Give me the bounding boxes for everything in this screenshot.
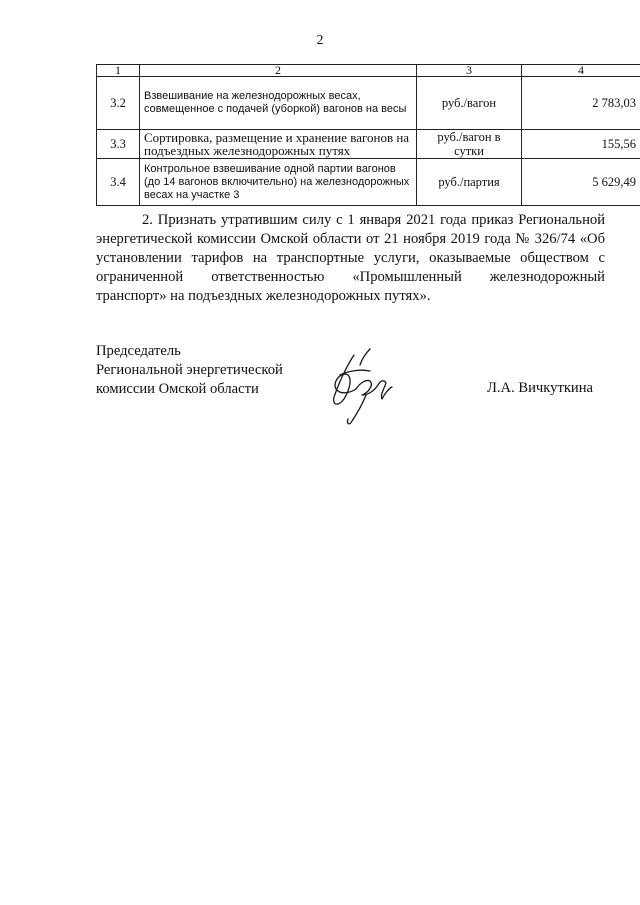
signatory-title-line: Председатель	[96, 343, 181, 359]
signatory-title-line: Региональной энергетической	[96, 362, 283, 378]
signatory-name: Л.А. Вичкуткина	[487, 380, 594, 396]
row-description: Контрольное взвешивание одной партии вагонов (до 14 вагонов включительно) на железнодорожных весах на участке 3	[140, 159, 417, 206]
header-col-4: 4	[522, 65, 640, 77]
tariff-table	[96, 64, 640, 206]
row-unit: руб./вагон	[417, 77, 522, 130]
order-paragraph: 2. Признать утратившим силу с 1 января 2021 года приказ Региональной энергетической комиссии Омской области от 21 ноября 2019 года № 326/74 «Об установлении тарифов на транспортные услуги, оказываемые обществом с ограниченной ответственностью «Промышленный железнодорожный транспорт» на подъездных железнодорожных путях».	[96, 212, 605, 304]
row-unit: руб./вагон в сутки	[417, 130, 522, 159]
header-col-1: 1	[97, 65, 140, 77]
row-description: Сортировка, размещение и хранение вагонов на подъездных железнодорожных путях	[140, 130, 417, 159]
table-row	[97, 77, 640, 130]
handwritten-signature	[326, 345, 402, 427]
row-value: 155,56	[522, 130, 640, 159]
row-value: 2 783,03	[522, 77, 640, 130]
row-number: 3.2	[97, 77, 140, 130]
signatory-title-line: комиссии Омской области	[96, 381, 259, 397]
table-row	[97, 130, 640, 159]
row-number: 3.4	[97, 159, 140, 206]
row-unit: руб./партия	[417, 159, 522, 206]
row-description: Взвешивание на железнодорожных весах, совмещенное с подачей (уборкой) вагонов на весы	[140, 77, 417, 130]
header-col-2: 2	[140, 65, 417, 77]
table-row	[97, 159, 640, 206]
page-number: 2	[316, 33, 324, 48]
signatory-title	[96, 342, 283, 399]
table-header-row	[97, 65, 640, 77]
row-value: 5 629,49	[522, 159, 640, 206]
header-col-3: 3	[417, 65, 522, 77]
row-number: 3.3	[97, 130, 140, 159]
